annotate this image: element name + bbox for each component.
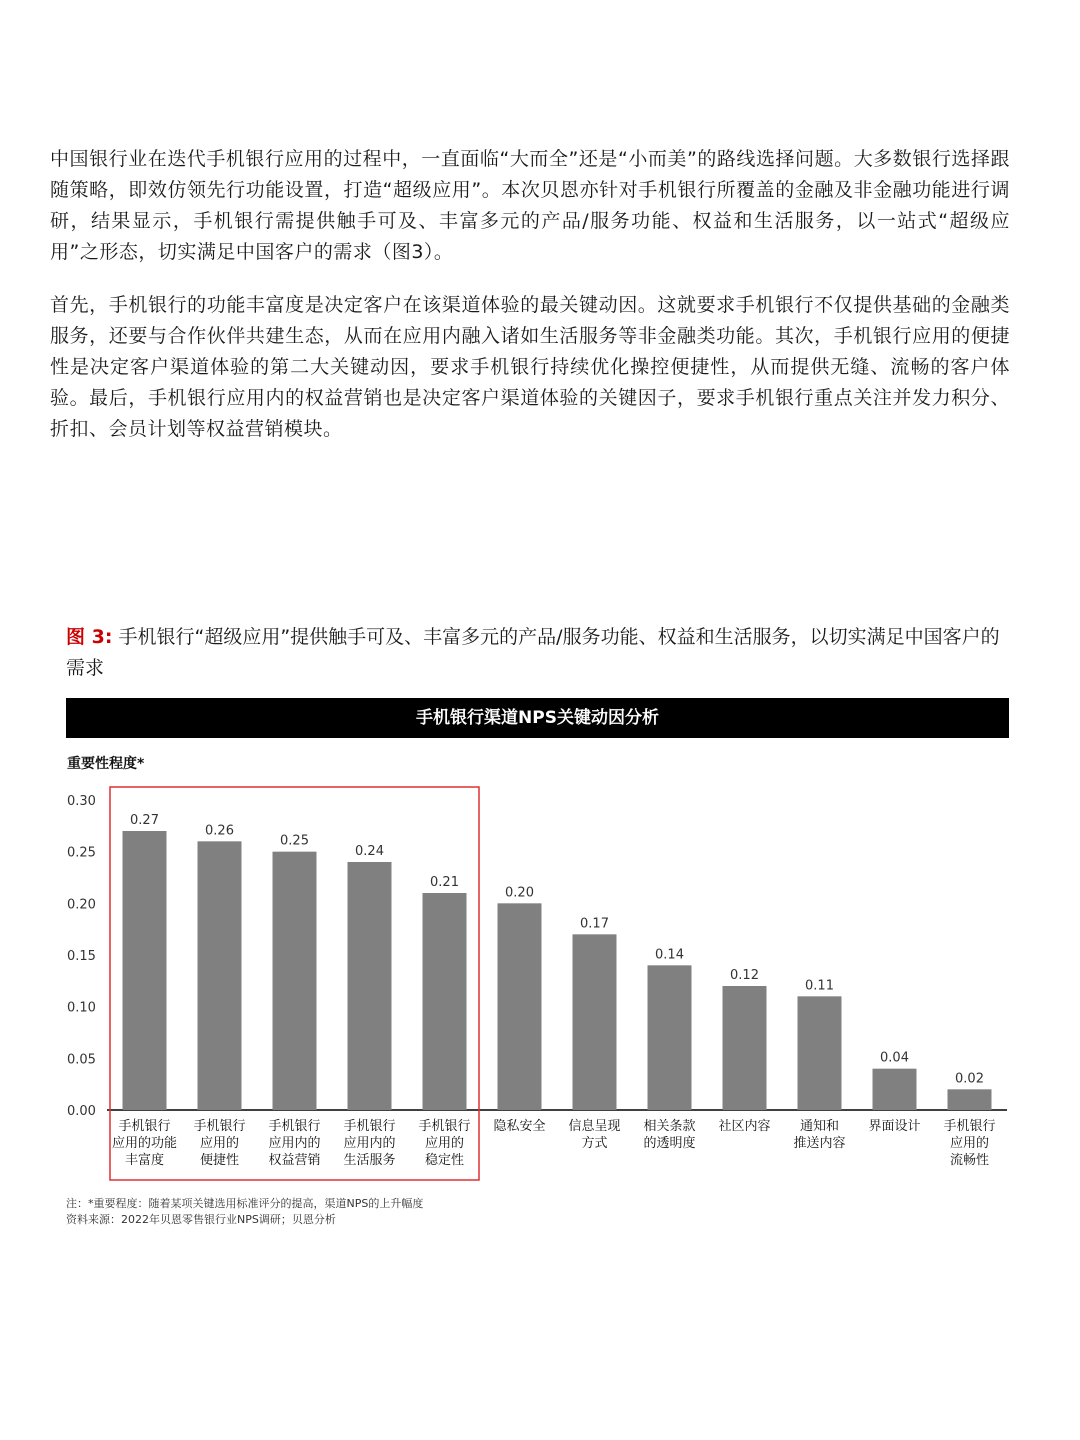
category-label: 流畅性: [949, 1153, 990, 1168]
category-label: 手机银行: [193, 1119, 246, 1134]
bar-value-label: 0.12: [730, 968, 759, 983]
intro-paragraph-2: 首先，手机银行的功能丰富度是决定客户在该渠道体验的最关键动因。这就要求手机银行不仅提供基础的金融类服务，还要与合作伙伴共建生态，从而在应用内融入诸如生活服务等非金融类功能。其次，手机银行应用的便捷性是决定客户渠道体验的第二大关键动因，要求手机银行持续优化操控便捷性，从而提供无缝、流畅的客户体验。最后，手机银行应用内的权益营销也是决定客户渠道体验的关键因子，要求手机银行重点关注并发力积分、折扣、会员计划等权益营销模块。: [50, 294, 1010, 440]
category-label: 社区内容: [718, 1119, 771, 1134]
category-label: 丰富度: [124, 1153, 165, 1168]
bar: [198, 841, 242, 1110]
bar-value-label: 0.25: [280, 833, 309, 849]
bar: [723, 986, 767, 1110]
bar: [423, 893, 467, 1110]
bar: [948, 1089, 992, 1110]
y-axis-label: 重要性程度*: [67, 756, 145, 772]
bar-value-label: 0.11: [805, 978, 834, 994]
chart-notes: [66, 1196, 423, 1228]
chart-footnote: 注：*重要程度：随着某项关键选用标准评分的提高，渠道NPS的上升幅度: [66, 1197, 424, 1210]
bar-value-label: 0.04: [880, 1050, 909, 1066]
y-tick-label: 0.05: [67, 1052, 96, 1068]
bar-value-label: 0.24: [355, 844, 384, 859]
category-label: 应用的: [199, 1136, 240, 1151]
bar-value-label: 0.02: [955, 1071, 984, 1087]
bar: [348, 862, 392, 1110]
category-label: 应用的功能: [111, 1136, 178, 1151]
bar: [573, 934, 617, 1110]
intro-paragraph-1: 中国银行业在迭代手机银行应用的过程中，一直面临“大而全”还是“小而美”的路线选择问题。大多数银行选择跟随策略，即效仿领先行功能设置，打造“超级应用”。本次贝恩亦针对手机银行所覆盖的金融及非金融功能进行调研，结果显示，手机银行需提供触手可及、丰富多元的产品/服务功能、权益和生活服务，以一站式“超级应用”之形态，切实满足中国客户的需求（图3）。: [50, 148, 1010, 263]
category-label: 应用内的: [343, 1136, 396, 1151]
y-tick-label: 0.00: [67, 1104, 96, 1119]
category-label: 推送内容: [793, 1136, 846, 1151]
chart-title: 手机银行渠道NPS关键动因分析: [66, 698, 1009, 738]
category-label: 应用内的: [268, 1136, 321, 1151]
y-tick-label: 0.20: [67, 897, 96, 913]
bar-value-label: 0.20: [505, 885, 534, 901]
category-label: 界面设计: [868, 1119, 921, 1134]
bar-chart: [0, 740, 1080, 1190]
y-tick-label: 0.25: [67, 845, 96, 861]
bar: [498, 903, 542, 1110]
category-label: 应用的: [949, 1136, 990, 1151]
category-label: 通知和: [799, 1119, 840, 1134]
category-label: 应用的: [424, 1136, 465, 1151]
bar: [273, 852, 317, 1110]
category-label: 权益营销: [268, 1153, 321, 1168]
figure-caption: [66, 622, 1006, 684]
bar-value-label: 0.27: [130, 813, 159, 828]
category-label: 手机银行: [943, 1119, 996, 1134]
figure-caption-text: 手机银行“超级应用”提供触手可及、丰富多元的产品/服务功能、权益和生活服务，以切实满足中国客户的需求: [66, 626, 1000, 679]
bar-value-label: 0.21: [430, 875, 459, 890]
chart-source: 资料来源：2022年贝恩零售银行业NPS调研；贝恩分析: [66, 1213, 336, 1226]
category-label: 相关条款: [643, 1119, 696, 1134]
bar: [798, 996, 842, 1110]
bar: [648, 965, 692, 1110]
category-label: 手机银行: [343, 1119, 396, 1134]
y-tick-label: 0.15: [67, 949, 96, 964]
category-label: 方式: [581, 1136, 608, 1151]
bar: [873, 1069, 917, 1110]
bar-value-label: 0.17: [580, 916, 609, 932]
category-label: 手机银行: [118, 1119, 171, 1134]
category-label: 手机银行: [268, 1119, 321, 1134]
figure-label: 图 3:: [66, 626, 113, 648]
category-label: 信息呈现: [568, 1119, 621, 1134]
bar-value-label: 0.14: [655, 947, 684, 963]
category-label: 的透明度: [643, 1136, 696, 1151]
y-tick-label: 0.10: [67, 1000, 96, 1016]
bar-value-label: 0.26: [205, 823, 234, 839]
category-label: 隐私安全: [493, 1119, 546, 1134]
category-label: 手机银行: [418, 1119, 471, 1134]
category-label: 稳定性: [424, 1153, 465, 1168]
bar: [123, 831, 167, 1110]
category-label: 生活服务: [343, 1153, 396, 1168]
y-tick-label: 0.30: [67, 794, 96, 809]
category-label: 便捷性: [199, 1153, 240, 1168]
